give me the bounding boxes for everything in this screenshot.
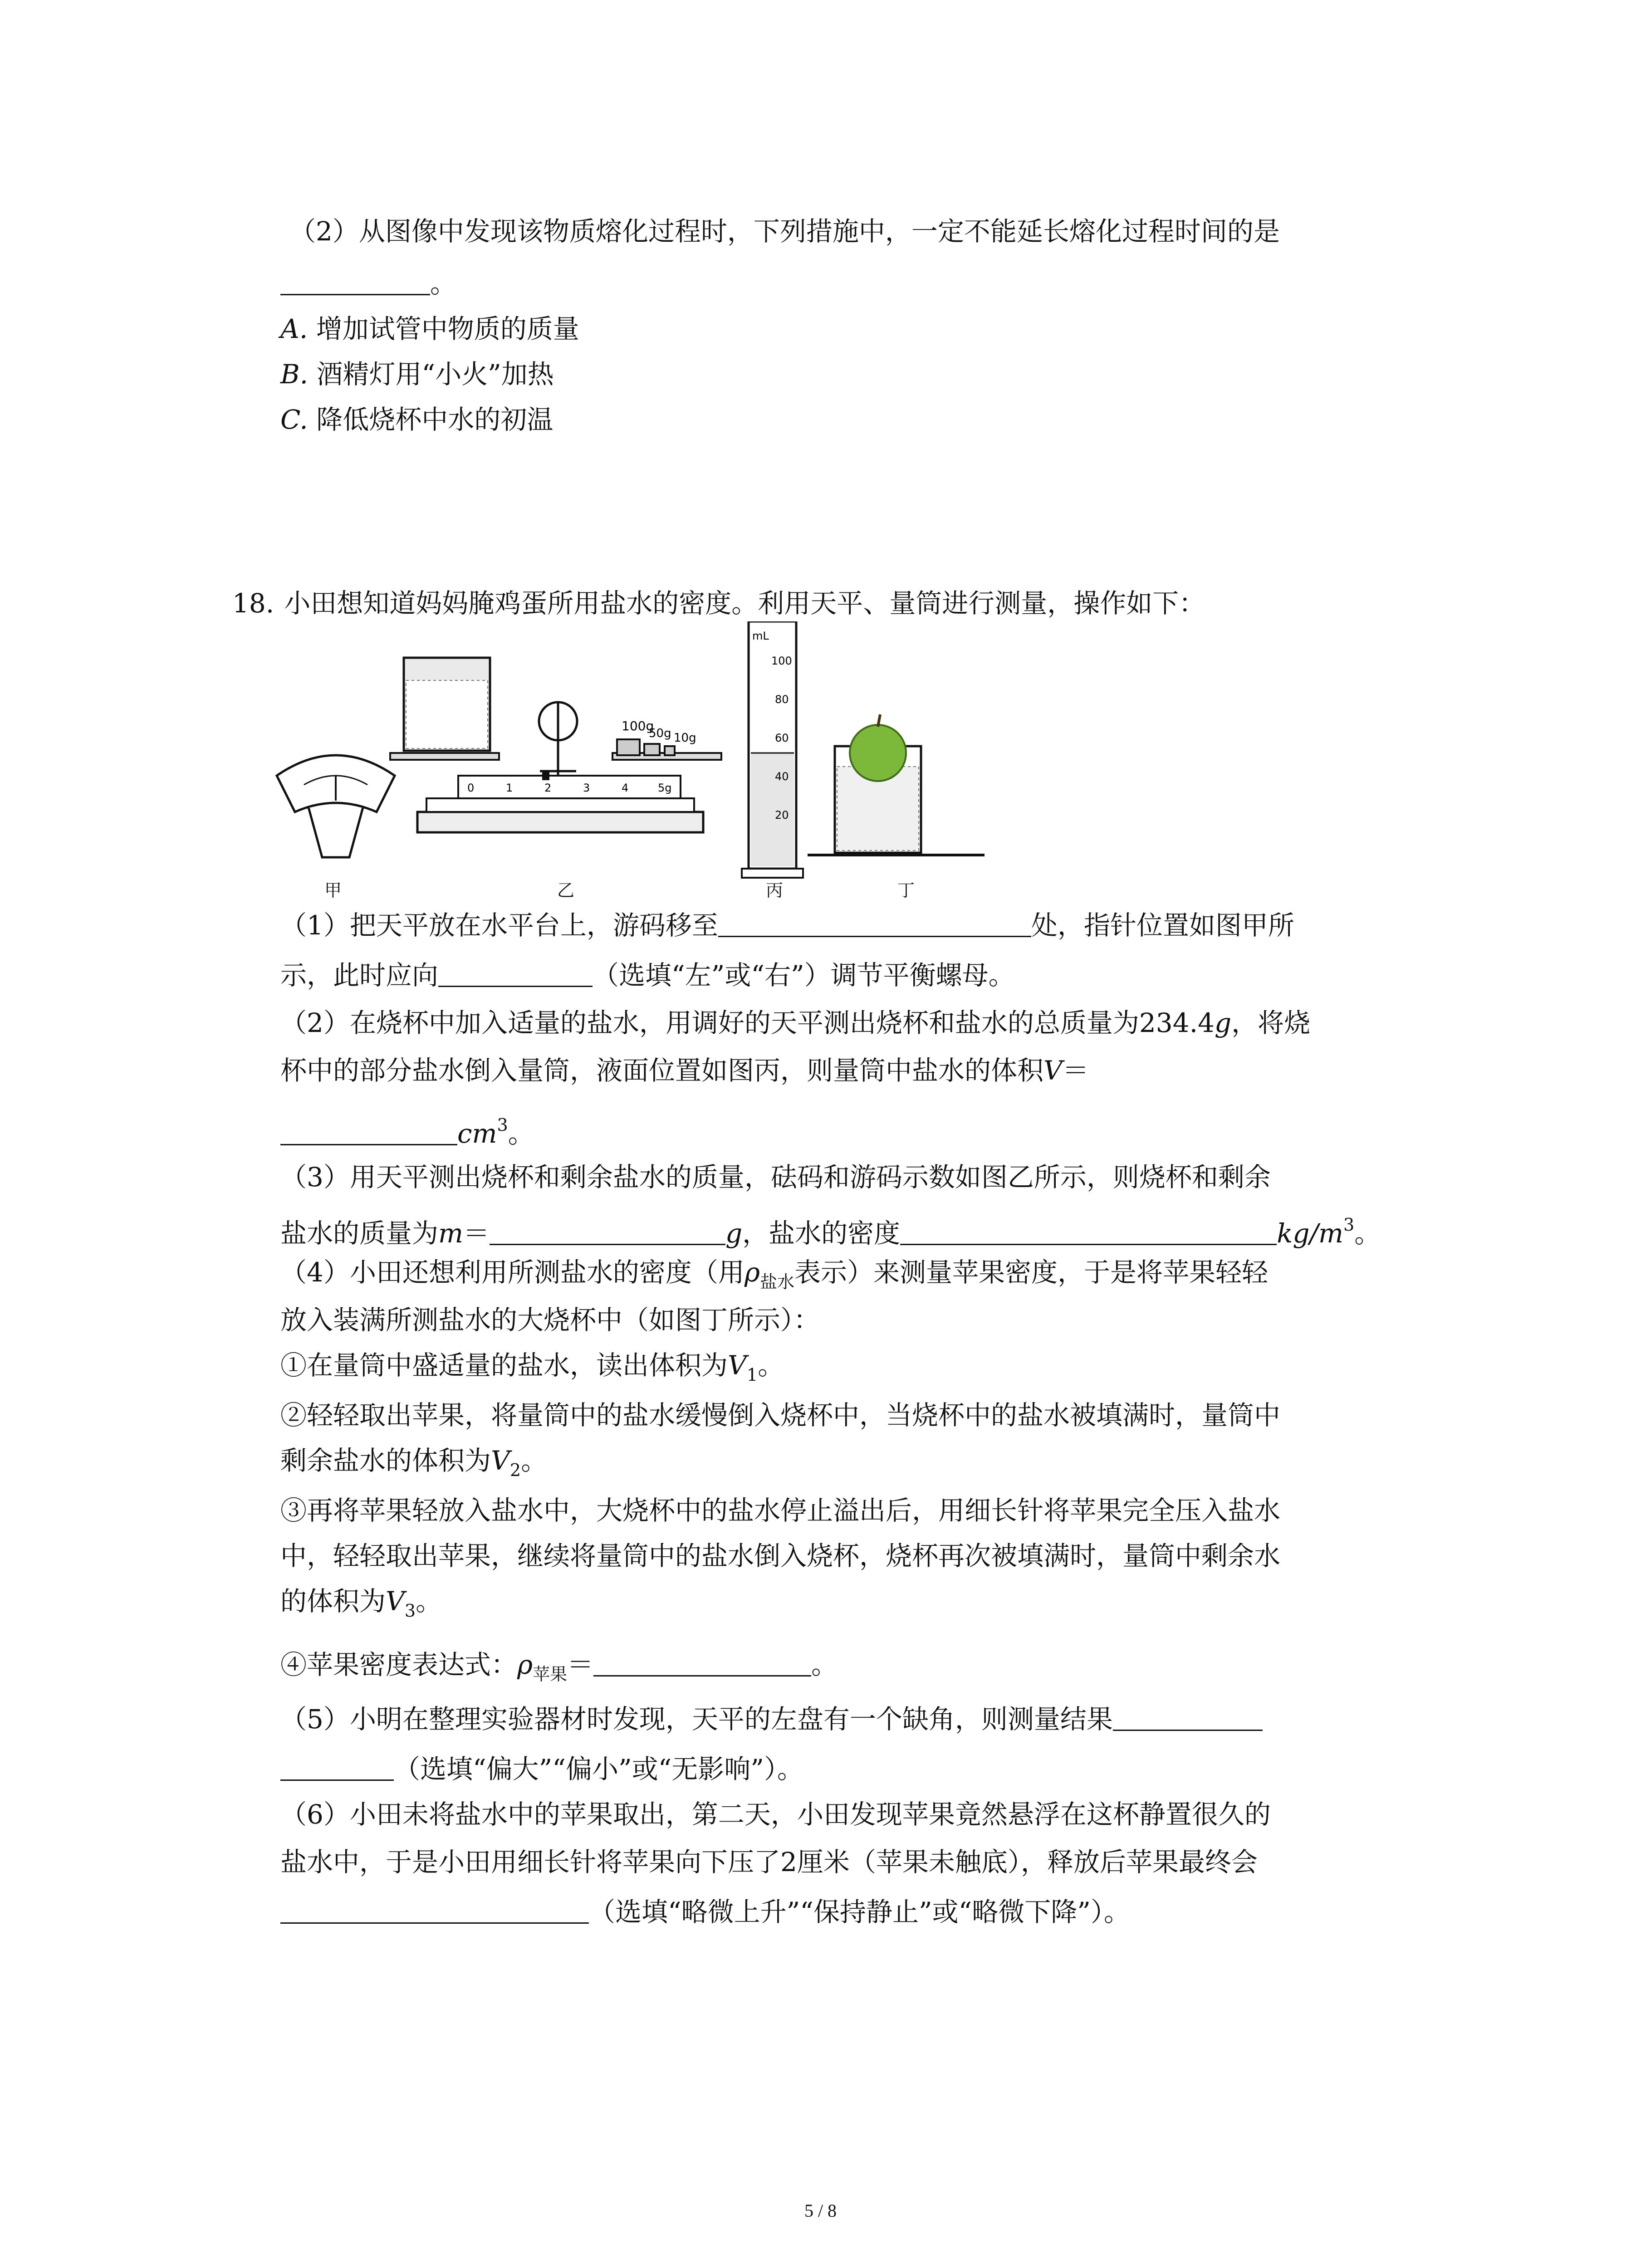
cylinder-tick-80: 80: [775, 693, 789, 706]
q18-p3-line1: （3）用天平测出烧杯和剩余盐水的质量，砝码和游码示数如图乙所示，则烧杯和剩余: [280, 1162, 1271, 1193]
q18-step3-line1: ③再将苹果轻放入盐水中，大烧杯中的盐水停止溢出后，用细长针将苹果完全压入盐水: [280, 1495, 1281, 1526]
q18-number: 18.: [232, 588, 274, 619]
q18-step3-line3: [280, 1583, 442, 1629]
q18-p2-eq: ＝: [1062, 1055, 1089, 1086]
q18-p6-blank[interactable]: [280, 1896, 589, 1924]
q18-p4-rho-sub: 盐水: [760, 1272, 795, 1292]
q17-part2-answer-line: [280, 265, 456, 302]
q18-s4-a: ④苹果密度表达式：: [280, 1649, 518, 1680]
q18-p3-blank1[interactable]: [490, 1217, 725, 1245]
q18-p4-line2: 放入装满所测盐水的大烧杯中（如图丁所示）：: [280, 1305, 820, 1335]
q18-s1-sub: 1: [746, 1365, 758, 1385]
q18-p5-line1: [280, 1701, 1263, 1737]
q17-part2-blank[interactable]: [280, 268, 430, 295]
q18-p2-end: 。: [508, 1118, 534, 1149]
ruler-tick-0: 0: [467, 782, 475, 794]
q18-s1-a: ①在量筒中盛适量的盐水，读出体积为: [280, 1350, 728, 1381]
q18-p3-b: 盐水的质量为: [280, 1218, 439, 1249]
ruler-tick-1: 1: [506, 782, 513, 794]
q18-p6-c: （选填“略微上升”“保持静止”或“略微下降”）。: [589, 1897, 1130, 1927]
q18-p2-unit-exp: 3: [497, 1115, 508, 1135]
q18-p4-a: （4）小田还想利用所测盐水的密度（用: [280, 1257, 745, 1288]
q18-p6-line2: 盐水中，于是小田用细长针将苹果向下压了2厘米（苹果未触底），释放后苹果最终会: [280, 1847, 1258, 1877]
q18-p2-a: （2）在烧杯中加入适量的盐水，用调好的天平测出烧杯和盐水的总质量为234.4: [280, 1007, 1215, 1038]
q18-p1-blank1[interactable]: [718, 909, 1031, 937]
q17-option-c-letter: C.: [280, 404, 308, 435]
q18-p2-line3: [280, 1107, 534, 1152]
q17-part2-text: （2）从图像中发现该物质熔化过程时，下列措施中，一定不能延长熔化过程时间的是: [289, 216, 1280, 247]
q17-part2-end: 。: [430, 268, 457, 299]
q18-s4-end: 。: [811, 1649, 838, 1680]
q18-s4-eq: ＝: [567, 1649, 594, 1680]
beaker-ding: [808, 714, 985, 855]
q18-p2-blank[interactable]: [280, 1118, 457, 1145]
cylinder-unit: mL: [752, 630, 769, 642]
q18-s3-end: 。: [416, 1586, 442, 1617]
q18-p4-line1: [280, 1254, 1268, 1300]
q18-intro: 小田想知道妈妈腌鸡蛋所用盐水的密度。利用天平、量筒进行测量，操作如下：: [284, 588, 1205, 619]
q18-p1-c: 示，此时应向: [280, 960, 439, 991]
q18-s2-b: 剩余盐水的体积为: [280, 1445, 491, 1476]
ruler-tick-3: 3: [583, 782, 590, 794]
q18-p1-a: （1）把天平放在水平台上，游码移至: [280, 910, 718, 941]
q18-s3-V: V: [386, 1586, 405, 1617]
q18-p1-b: 处，指针位置如图甲所: [1031, 910, 1294, 941]
q18-p5-blank-part1[interactable]: [1113, 1703, 1263, 1731]
cylinder-tick-100: 100: [771, 655, 792, 667]
q18-s3-c: 的体积为: [280, 1586, 386, 1617]
q18-p6-line3: [280, 1894, 1130, 1930]
q18-step2-line2: [280, 1442, 547, 1488]
q18-header: [232, 585, 1205, 621]
q17-option-b[interactable]: [280, 356, 554, 392]
q18-s2-V: V: [491, 1445, 510, 1476]
q18-s4-sub: 苹果: [533, 1664, 568, 1684]
q18-s2-end: 。: [521, 1445, 548, 1476]
q17-option-c-text: 降低烧杯中水的初温: [316, 404, 554, 435]
weight-100g-label: 100g: [622, 719, 654, 733]
apple-icon: [850, 725, 906, 781]
q18-p2-g: g: [1214, 1007, 1232, 1038]
q18-p3-line2: [280, 1207, 1381, 1251]
q18-s4-blank[interactable]: [593, 1649, 811, 1677]
q17-option-a-text: 增加试管中物质的质量: [316, 313, 579, 344]
q18-step3-line2: 中，轻轻取出苹果，继续将量筒中的盐水倒入烧杯，烧杯再次被填满时，量筒中剩余水: [280, 1540, 1281, 1571]
pointer-scale-jia: [277, 755, 395, 857]
caption-jia: 甲: [324, 880, 342, 900]
q18-p1-line2: [280, 957, 1015, 993]
q18-s4-rho: ρ: [517, 1649, 533, 1680]
q18-p1-line1: [280, 907, 1294, 943]
q18-p4-rho: ρ: [744, 1257, 760, 1288]
q18-p2-line2: [280, 1052, 1089, 1089]
balance-yi: [390, 658, 721, 832]
q18-s1-end: 。: [758, 1350, 784, 1381]
ruler-tick-5g: 5g: [658, 782, 672, 794]
cylinder-tick-40: 40: [775, 770, 789, 783]
weight-10g-label: 10g: [674, 731, 696, 745]
cylinder-tick-20: 20: [775, 809, 789, 821]
q18-s2-sub: 2: [509, 1460, 521, 1480]
cylinder-tick-60: 60: [775, 732, 789, 744]
q18-p2-c: 杯中的部分盐水倒入量筒，液面位置如图丙，则量筒中盐水的体积: [280, 1055, 1044, 1086]
q18-step4: [280, 1647, 838, 1692]
q17-option-c[interactable]: [280, 401, 553, 438]
q18-p5-blank-part2[interactable]: [280, 1753, 394, 1781]
q18-p3-eq: ＝: [463, 1218, 490, 1249]
q18-step2-line1: ②轻轻取出苹果，将量筒中的盐水缓慢倒入烧杯中，当烧杯中的盐水被填满时，量筒中: [280, 1400, 1281, 1431]
ruler-tick-2: 2: [544, 782, 552, 794]
q17-option-b-text: 酒精灯用“小火”加热: [316, 359, 554, 390]
q18-p5-a: （5）小明在整理实验器材时发现，天平的左盘有一个缺角，则测量结果: [280, 1704, 1113, 1735]
q18-figure: [268, 621, 1003, 898]
q18-p4-b: 表示）来测量苹果密度，于是将苹果轻轻: [794, 1257, 1269, 1288]
q18-p1-blank2[interactable]: [438, 959, 593, 987]
q18-p3-blank2[interactable]: [900, 1217, 1277, 1245]
weight-50g-label: 50g: [649, 727, 671, 740]
q18-s1-V: V: [728, 1350, 747, 1381]
ruler-tick-4: 4: [622, 782, 629, 794]
q18-p3-m: m: [438, 1218, 464, 1249]
page-number: 5 / 8: [804, 2200, 837, 2221]
q18-p3-unit-exp: 3: [1343, 1215, 1355, 1235]
q17-option-a-letter: A.: [280, 313, 308, 344]
q18-s3-sub: 3: [404, 1601, 416, 1621]
q18-p3-end: 。: [1354, 1218, 1381, 1249]
q18-p2-b: ，将烧: [1231, 1007, 1311, 1038]
q18-p3-unit: kg/m: [1277, 1218, 1343, 1249]
caption-yi: 乙: [557, 880, 575, 900]
q18-p3-c: ，盐水的密度: [742, 1218, 901, 1249]
q18-p2-line1: [280, 1005, 1310, 1041]
q17-option-b-letter: B.: [280, 359, 309, 390]
q18-p2-V: V: [1043, 1055, 1063, 1086]
cylinder-bing: [742, 621, 803, 878]
q18-p5-line2: [280, 1751, 803, 1787]
caption-bing: 丙: [766, 880, 784, 900]
q18-p3-g: g: [725, 1218, 743, 1249]
q18-p5-b: （选填“偏大”“偏小”或“无影响”）。: [394, 1754, 803, 1784]
q18-p1-d: （选填“左”或“右”）调节平衡螺母。: [593, 960, 1015, 991]
caption-ding: 丁: [897, 880, 915, 900]
q17-option-a[interactable]: [280, 311, 579, 347]
q18-p6-line1: （6）小田未将盐水中的苹果取出，第二天，小田发现苹果竟然悬浮在这杯静置很久的: [280, 1799, 1271, 1830]
q18-p2-unit: cm: [457, 1118, 497, 1149]
q18-step1: [280, 1347, 784, 1393]
